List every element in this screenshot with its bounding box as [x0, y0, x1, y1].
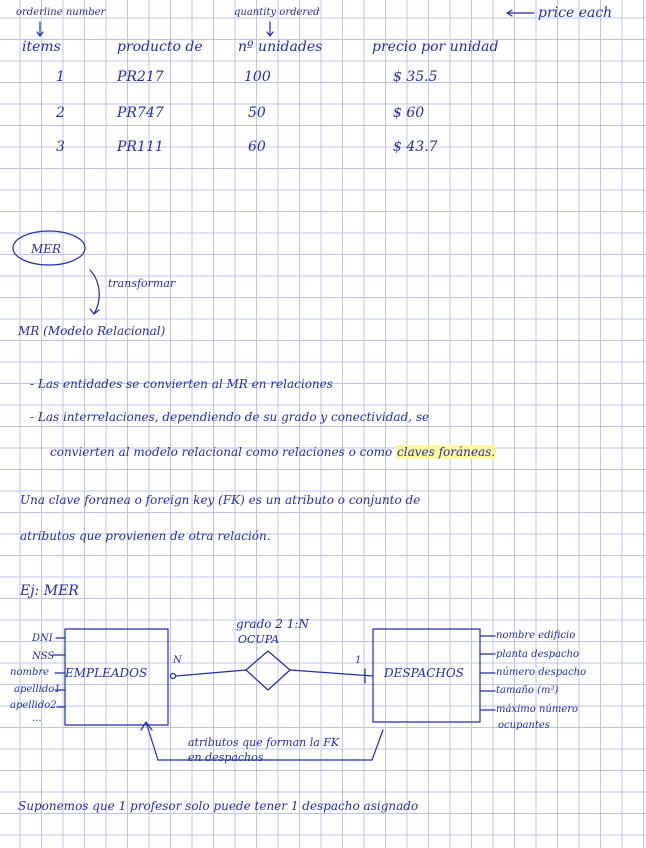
entity-empleados: EMPLEADOS — [65, 666, 148, 680]
cell-producto-3: PR111 — [117, 139, 164, 155]
header-unidades: nº unidades — [238, 39, 323, 55]
fk-note-line-1: atributos que forman la FK — [188, 736, 340, 749]
annotation-quantity: quantity ordered — [234, 7, 320, 18]
right-attr-maximo: máximo número — [496, 704, 579, 715]
right-attr-lines — [480, 636, 495, 710]
cell-producto-2: PR747 — [117, 105, 164, 121]
header-producto: producto de — [117, 39, 203, 55]
relationship-diamond — [246, 651, 290, 690]
rule-bullet-2-cont-text: convierten al modelo relacional como relaciones o como — [50, 445, 393, 459]
connector-right — [290, 670, 373, 676]
arrow-orderline — [37, 22, 43, 36]
n-zero-circle — [171, 674, 176, 679]
cell-producto-1: PR217 — [117, 69, 164, 85]
mr-label: MR (Modelo Relacional) — [18, 324, 166, 338]
rule-bullet-2: - Las interrelaciones, dependiendo de su grado y conectividad, se — [30, 410, 430, 424]
left-attr-more: ... — [32, 713, 42, 724]
left-attr-lines — [53, 638, 65, 707]
cell-item-2: 2 — [56, 105, 65, 121]
transform-arrow — [90, 270, 99, 314]
fk-bracket — [141, 722, 383, 760]
header-items: items — [22, 39, 61, 55]
left-attr-apellido1: apellido1 — [14, 684, 61, 695]
conclusion-text: Suponemos que 1 profesor solo puede tener 1 despacho asignado — [18, 799, 419, 813]
left-attr-nss: NSS — [32, 651, 55, 662]
despachos-box — [373, 629, 480, 722]
cell-precio-3: $ 43.7 — [393, 139, 438, 155]
cell-precio-2: $ 60 — [393, 105, 425, 121]
annotation-orderline: orderline number — [16, 7, 106, 18]
cardinality-n: N — [173, 655, 182, 666]
entity-despachos: DESPACHOS — [384, 666, 464, 680]
cell-item-1: 1 — [56, 69, 65, 85]
arrow-price — [507, 10, 534, 16]
transform-label: transformar — [108, 277, 176, 290]
left-attr-nombre: nombre — [10, 667, 50, 678]
arrow-quantity — [267, 22, 273, 36]
example-title: Ej: MER — [20, 583, 79, 599]
left-attr-apellido2: apellido2 — [10, 700, 57, 711]
cell-unidades-2: 50 — [248, 105, 266, 121]
right-attr-numero: número despacho — [496, 667, 587, 678]
left-attr-dni: DNI — [32, 633, 53, 644]
header-precio: precio por unidad — [372, 39, 499, 55]
highlight-claves-foraneas: claves foráneas. — [397, 445, 496, 459]
mer-circle — [13, 231, 85, 265]
definition-line-1: Una clave foranea o foreign key (FK) es un atributo o conjunto de — [20, 493, 421, 507]
rule-bullet-1: - Las entidades se convierten al MR en relaciones — [30, 377, 333, 391]
right-attr-nombre-edificio: nombre edificio — [496, 630, 576, 641]
definition-line-2: atributos que provienen de otra relación. — [20, 529, 271, 543]
cell-unidades-3: 60 — [248, 139, 266, 155]
cell-precio-1: $ 35.5 — [393, 69, 438, 85]
cell-unidades-1: 100 — [244, 69, 271, 85]
connector-left — [176, 670, 246, 676]
relation-degree-label: grado 2 1:N — [236, 617, 309, 631]
cardinality-1: 1 — [355, 655, 362, 666]
right-attr-planta: planta despacho — [496, 649, 580, 660]
right-attr-tamano: tamaño (m²) — [496, 685, 559, 696]
mer-label: MER — [31, 242, 62, 256]
relation-name: OCUPA — [238, 633, 280, 646]
annotation-price: price each — [538, 5, 613, 21]
empleados-box — [65, 629, 168, 725]
right-attr-ocupantes: ocupantes — [498, 720, 550, 731]
fk-note-line-2: en despachos — [188, 751, 264, 764]
cell-item-3: 3 — [56, 139, 65, 155]
